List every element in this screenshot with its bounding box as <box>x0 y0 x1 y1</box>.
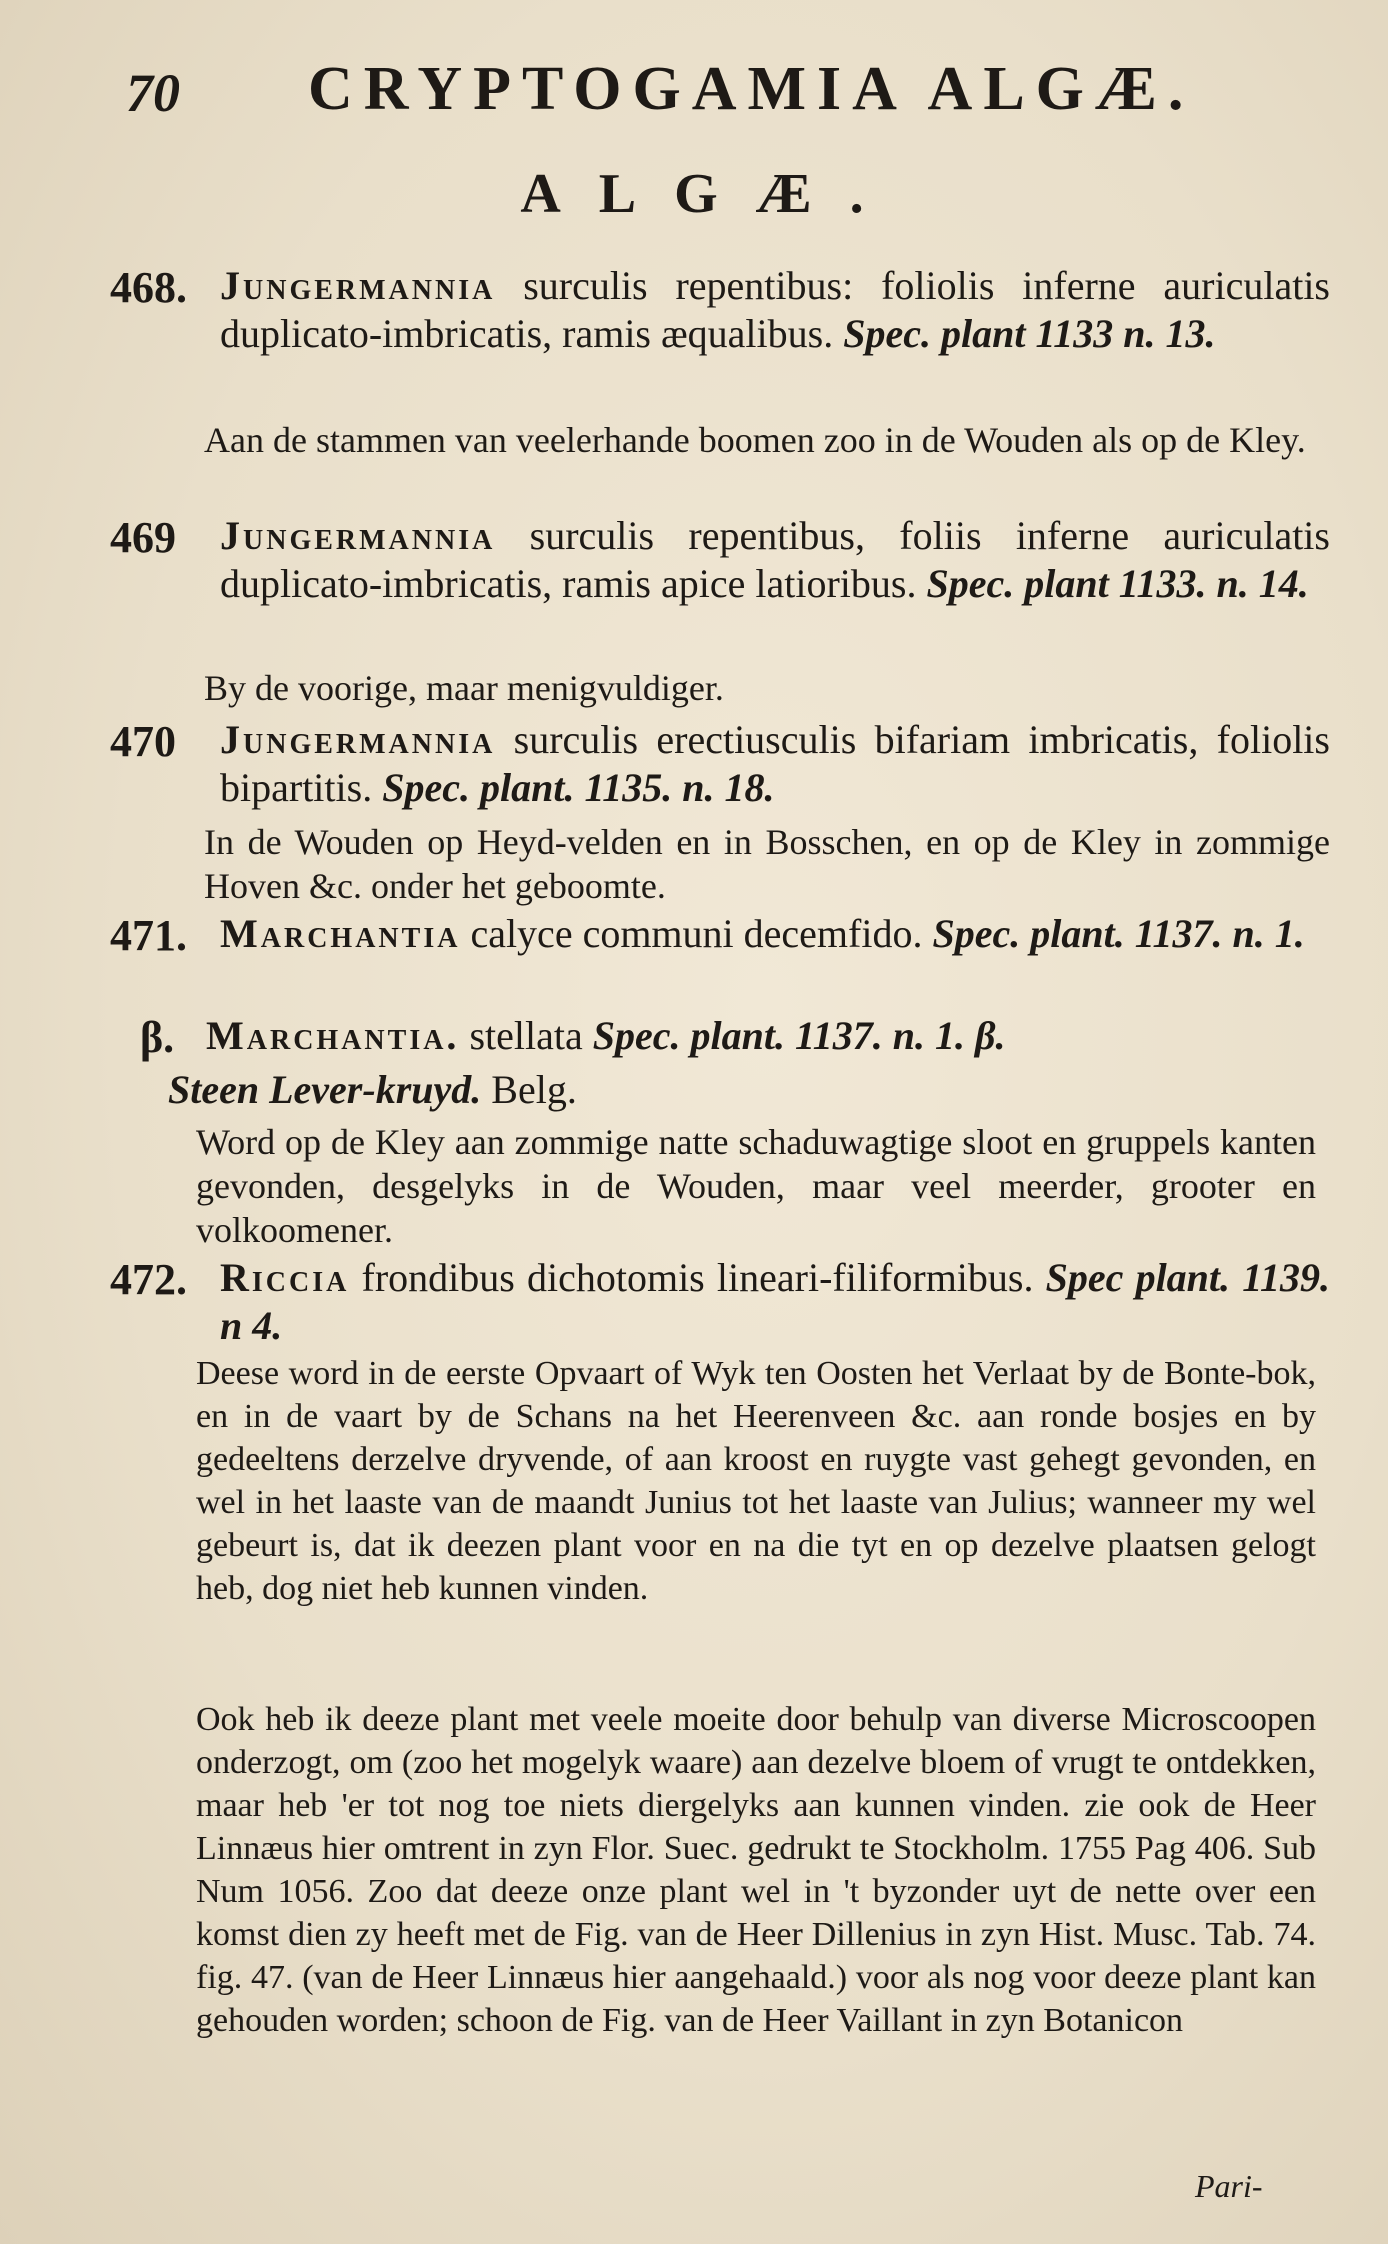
species-plantarum-reference: Spec. plant. 1137. n. 1. <box>932 911 1305 956</box>
genus-name: Jungermannia <box>220 717 496 762</box>
entry-text <box>220 716 1330 812</box>
locality-note: Word op de Kley aan zommige natte schaduwagtige sloot en gruppels kanten gevonden, desgelyks in de Wouden, maar veel meerder, grooter en volkoomener. <box>196 1122 1316 1250</box>
diagnosis: surculis repentibus: foliolis inferne auriculatis duplicato-imbricatis, ramis æqualibus. <box>220 263 1330 356</box>
entry-number: 471. <box>110 911 187 960</box>
entry-number: 472. <box>110 1255 187 1304</box>
genus-name: Jungermannia <box>220 513 496 558</box>
genus-name: Marchantia. <box>206 1013 460 1058</box>
page-header <box>112 48 1232 138</box>
observation-paragraph: Ook heb ik deeze plant met veele moeite door behulp van diverse Microscoopen onderzogt, om (zoo het mogelyk waare) aan dezelve bloem of vrugt te ontdekken, maar heb 'er tot nog toe niets diergelyks aan kunnen vinden. zie ook de Heer Linnæus hier omtrent in zyn Flor. Suec. gedrukt te Stockholm. 1755 Pag 406. Sub Num 1056. Zoo dat deeze onze plant wel in 't byzonder uyt de nette over een komst dien zy heeft met de Fig. van de Heer Dillenius in zyn Hist. Musc. Tab. 74. fig. 47. (van de Heer Linnæus hier aangehaald.) voor als nog voor deeze plant kan gehouden worden; schoon de Fig. van de Heer Vaillant in zyn Botanicon <box>196 1701 1316 2039</box>
entry-number: 468. <box>110 263 187 312</box>
vernacular-name: Steen Lever-kruyd. <box>168 1067 482 1112</box>
section-title: ALGÆ. <box>520 163 902 225</box>
entry-text <box>220 262 1330 358</box>
diagnosis: frondibus dichotomis lineari-filiformibus. <box>349 1255 1046 1300</box>
variety-marker: β. <box>140 1013 175 1062</box>
running-title: CRYPTOGAMIA ALGÆ. <box>308 55 1195 123</box>
locality-note: Deese word in de eerste Opvaart of Wyk ten Oosten het Verlaat by de Bonte-bok, en in de vaart by de Schans na het Heerenveen &c. aan ronde bosjes en by gedeeltens derzelve dryvende, of aan kroost en ruygte vast gehegt gevonden, en wel in het laaste van de maandt Junius tot het laaste van Julius; wanneer my wel gebeurt is, dat ik deezen plant voor en na die tyt en op dezelve plaatsen gelogt heb, dog niet heb kunnen vinden. <box>196 1355 1316 1607</box>
entry-text <box>206 1012 1326 1060</box>
catchword: Pari- <box>1195 2168 1263 2204</box>
entry-number: 469 <box>110 513 176 562</box>
locality-note: In de Wouden op Heyd-velden en in Bosschen, en op de Kley in zommige Hoven &c. onder het geboomte. <box>204 822 1330 906</box>
species-plantarum-reference: Spec. plant. 1137. n. 1. β. <box>592 1013 1006 1058</box>
species-plantarum-reference: Spec. plant. 1135. n. 18. <box>382 765 775 810</box>
genus-name: Riccia <box>220 1255 350 1300</box>
locality-note: By de voorige, maar menigvuldiger. <box>204 668 724 708</box>
diagnosis: stellata <box>459 1013 593 1058</box>
vernacular-name-line <box>168 1066 1268 1114</box>
locality-note: Aan de stammen van veelerhande boomen zoo in de Wouden als op de Kley. <box>204 420 1306 460</box>
entry-text <box>220 910 1330 958</box>
diagnosis: surculis erectiusculis bifariam imbricatis, foliolis bipartitis. <box>220 717 1330 810</box>
diagnosis: calyce communi decemfido. <box>460 911 933 956</box>
species-plantarum-reference: Spec. plant 1133. n. 14. <box>926 561 1309 606</box>
vernacular-language: Belg. <box>481 1067 577 1112</box>
entry-text <box>220 1254 1330 1350</box>
page-number: 70 <box>126 63 180 123</box>
entry-number: 470 <box>110 717 176 766</box>
entry-text <box>220 512 1330 608</box>
species-plantarum-reference: Spec plant. 1139. n 4. <box>220 1255 1330 1348</box>
genus-name: Jungermannia <box>220 263 496 308</box>
species-plantarum-reference: Spec. plant 1133 n. 13. <box>843 311 1216 356</box>
diagnosis: surculis repentibus, foliis inferne auriculatis duplicato-imbricatis, ramis apice latioribus. <box>220 513 1330 606</box>
genus-name: Marchantia <box>220 911 461 956</box>
